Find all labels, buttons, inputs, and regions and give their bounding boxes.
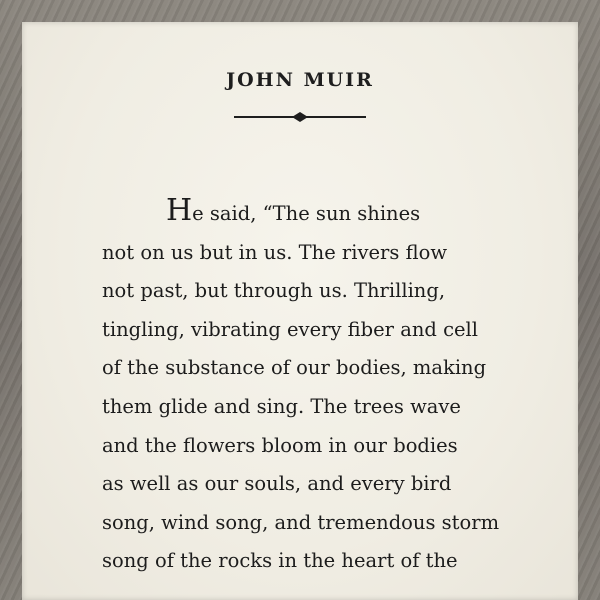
paper-print	[22, 22, 578, 600]
drop-cap: H	[166, 193, 193, 228]
quote-line: song of the rocks in the heart of the	[102, 549, 458, 573]
quote-line: and the flowers bloom in our bodies	[102, 433, 458, 457]
quote-line: He said, “The sun shines	[166, 193, 421, 228]
quote-line: of the substance of our bodies, making	[102, 356, 487, 380]
author-title: JOHN MUIR	[226, 69, 374, 91]
quote-text	[102, 195, 542, 581]
quote-line: tingling, vibrating every fiber and cell	[102, 317, 479, 341]
quote-line: not past, but through us. Thrilling,	[102, 279, 446, 303]
ornamental-divider	[234, 110, 366, 124]
quote-line: them glide and sing. The trees wave	[102, 394, 461, 418]
quote-line: song, wind song, and tremendous storm	[102, 510, 500, 534]
quote-line: not on us but in us. The rivers flow	[102, 240, 448, 264]
quote-line: as well as our souls, and every bird	[102, 472, 452, 496]
